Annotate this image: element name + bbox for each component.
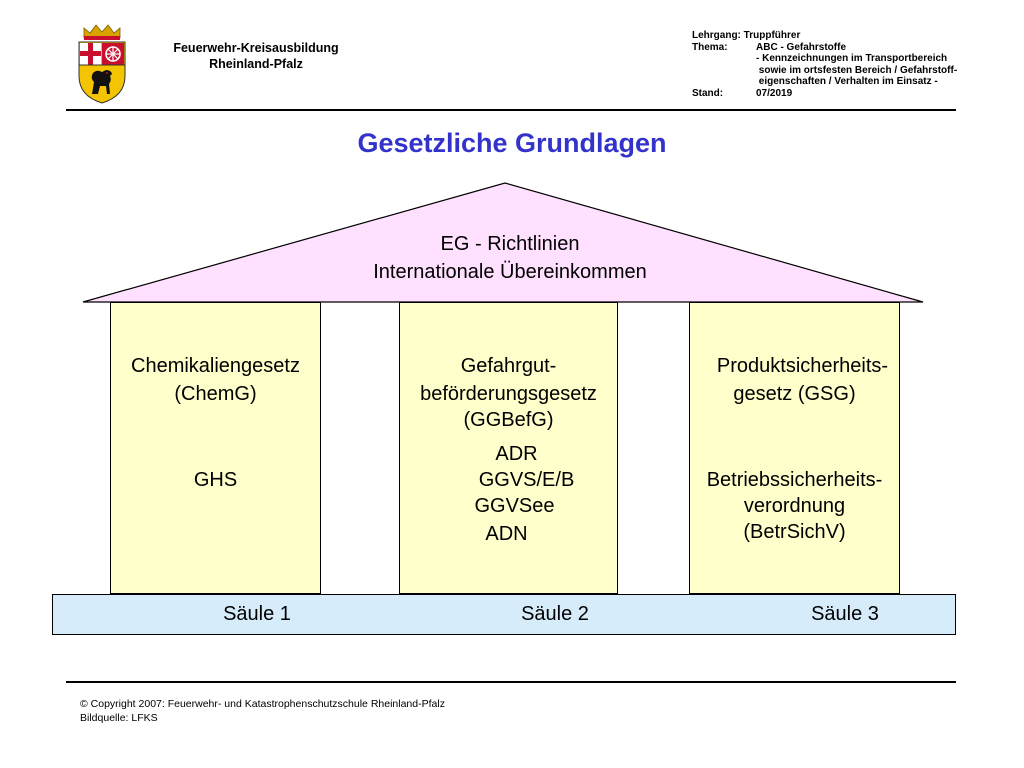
pillar-2-regulation-1: ADR bbox=[495, 443, 538, 465]
pillar-2-regulation-2: GGVS/E/B bbox=[478, 469, 575, 491]
thema-line-3: sowie im ortsfesten Bereich / Gefahrstoff- bbox=[758, 64, 958, 76]
base-label-2: Säule 2 bbox=[521, 603, 589, 625]
lehrgang-label: Lehrgang: bbox=[692, 30, 741, 41]
thema-value: ABC - Gefahrstoffe bbox=[756, 41, 847, 53]
base-label-1: Säule 1 bbox=[223, 603, 291, 625]
roof-line-1: EG - Richtlinien bbox=[440, 233, 580, 255]
footer bbox=[80, 697, 445, 725]
pillar-3 bbox=[689, 302, 900, 594]
stand-value: 07/2019 bbox=[756, 87, 793, 99]
lehrgang-value: Truppführer bbox=[743, 30, 801, 41]
pillar-3-law-line-1: Produktsicherheits- bbox=[716, 355, 889, 377]
stand-label: Stand: bbox=[692, 87, 724, 99]
roof-line-2: Internationale Übereinkommen bbox=[373, 261, 647, 283]
pillar-2-law-line-1: Gefahrgut- bbox=[460, 355, 557, 377]
image-source-text: Bildquelle: LFKS bbox=[80, 712, 158, 724]
thema-line-4: eigenschaften / Verhalten im Einsatz - bbox=[758, 76, 938, 88]
org-line-2: Rheinland-Pfalz bbox=[209, 57, 303, 71]
roof-label bbox=[250, 230, 770, 286]
pillar-3-regulation-1: Betriebssicherheits- bbox=[706, 469, 883, 491]
copyright-text: © Copyright 2007: Feuerwehr- und Katastrophenschutzschule Rheinland-Pfalz bbox=[80, 698, 445, 710]
pillar-2 bbox=[399, 302, 618, 594]
footer-divider bbox=[66, 681, 956, 683]
pillar-2-regulation-4: ADN bbox=[485, 523, 528, 545]
pillar-2-law-line-2: beförderungsgesetz bbox=[420, 383, 597, 405]
org-line-1: Feuerwehr-Kreisausbildung bbox=[173, 41, 339, 55]
pillar-3-regulation-2: verordnung bbox=[743, 495, 846, 517]
pillar-3-regulation-3: (BetrSichV) bbox=[743, 521, 846, 543]
pillar-1 bbox=[110, 302, 321, 594]
pillar-1-regulation: GHS bbox=[193, 469, 238, 491]
pillar-2-law-line-3: (GGBefG) bbox=[463, 409, 554, 431]
pillar-1-law-line-2: (ChemG) bbox=[174, 383, 257, 405]
pillar-1-law-line-1: Chemikaliengesetz bbox=[131, 355, 300, 377]
pillar-2-regulation-3: GGVSee bbox=[474, 495, 555, 517]
thema-label: Thema: bbox=[692, 41, 728, 53]
thema-line-2: - Kennzeichnungen im Transportbereich bbox=[756, 53, 948, 65]
pillar-3-law-line-2: gesetz (GSG) bbox=[733, 383, 856, 405]
foundation-base bbox=[52, 594, 956, 635]
page-title: Gesetzliche Grundlagen bbox=[357, 128, 667, 158]
base-label-3: Säule 3 bbox=[811, 603, 879, 625]
